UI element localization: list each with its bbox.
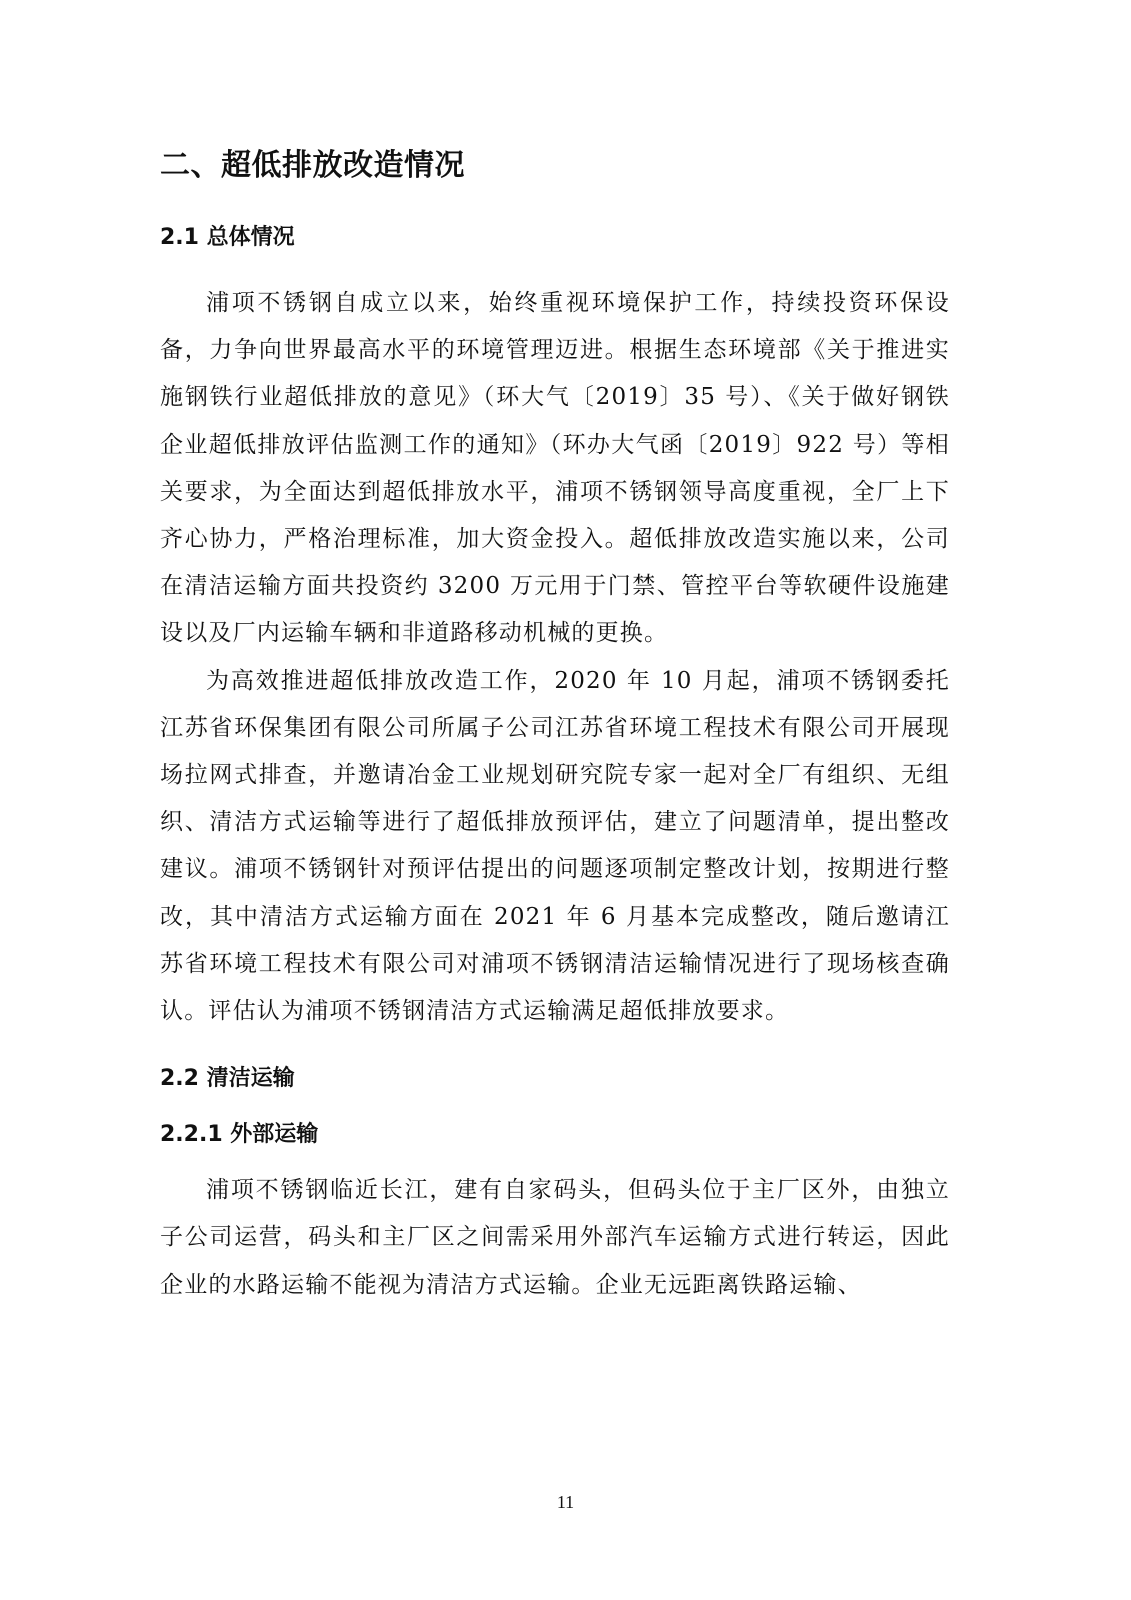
chapter-heading: 二、超低排放改造情况 bbox=[160, 148, 465, 183]
subsection-heading-2-2-1: 2.2.1 外部运输 bbox=[160, 1122, 319, 1148]
paragraph-overall-2: 为高效推进超低排放改造工作，2020 年 10 月起，浦项不锈钢委托江苏省环保集团有限公司所属子公司江苏省环境工程技术有限公司开展现场拉网式排查，并邀请冶金工业规划研究院专家一起对全厂有组织、无组织、清洁方式运输等进行了超低排放预评估，建立了问题清单，提出整改建议。浦项不锈钢针对预评估提出的问题逐项制定整改计划，按期进行整改，其中清洁方式运输方面在 2021 年 6 月基本完成整改，随后邀请江苏省环境工程技术有限公司对浦项不锈钢清洁运输情况进行了现场核查确认。评估认为浦项不锈钢清洁方式运输满足超低排放要求。 bbox=[160, 667, 950, 1025]
paragraph-external-transport: 浦项不锈钢临近长江，建有自家码头，但码头位于主厂区外，由独立子公司运营，码头和主厂区之间需采用外部汽车运输方式进行转运，因此企业的水路运输不能视为清洁方式运输。企业无远距离铁路运输、 bbox=[160, 1177, 950, 1298]
page-number: 11 bbox=[556, 1492, 575, 1512]
page-content bbox=[160, 140, 950, 1309]
section-heading-2-2: 2.2 清洁运输 bbox=[160, 1066, 295, 1092]
paragraph-overall-1: 浦项不锈钢自成立以来，始终重视环境保护工作，持续投资环保设备，力争向世界最高水平的环境管理迈进。根据生态环境部《关于推进实施钢铁行业超低排放的意见》（环大气〔2019〕35 号）、《关于做好钢铁企业超低排放评估监测工作的通知》（环办大气函〔2019〕922 号）等相关要求，为全面达到超低排放水平，浦项不锈钢领导高度重视，全厂上下齐心协力，严格治理标准，加大资金投入。超低排放改造实施以来，公司在清洁运输方面共投资约 3200 万元用于门禁、管控平台等软硬件设施建设以及厂内运输车辆和非道路移动机械的更换。 bbox=[160, 290, 950, 647]
section-heading-2-1: 2.1 总体情况 bbox=[160, 225, 295, 250]
